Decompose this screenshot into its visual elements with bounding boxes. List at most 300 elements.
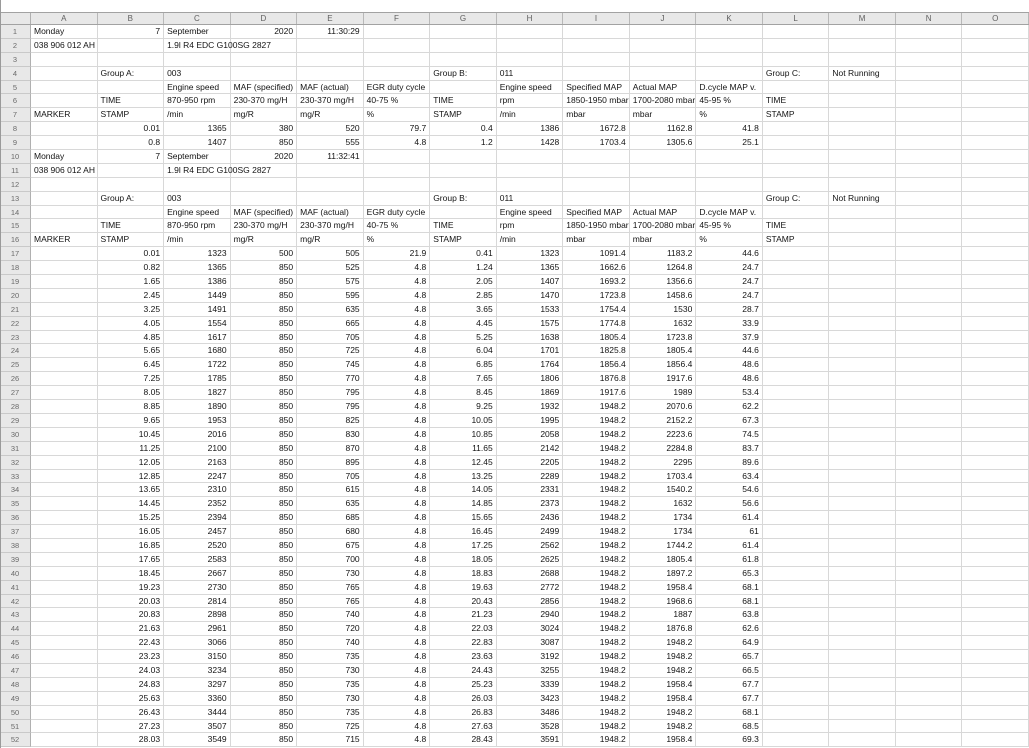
- cell-L45[interactable]: [763, 636, 830, 650]
- cell-F38[interactable]: 4.8: [364, 539, 431, 553]
- cell-M37[interactable]: [829, 525, 896, 539]
- cell-B44[interactable]: 21.63: [98, 622, 165, 636]
- row-header-41[interactable]: 41: [0, 581, 31, 595]
- cell-M35[interactable]: [829, 497, 896, 511]
- cell-G37[interactable]: 16.45: [430, 525, 497, 539]
- cell-N36[interactable]: [896, 511, 963, 525]
- cell-B50[interactable]: 26.43: [98, 706, 165, 720]
- cell-H3[interactable]: [497, 53, 564, 67]
- cell-L47[interactable]: [763, 664, 830, 678]
- cell-L43[interactable]: [763, 608, 830, 622]
- cell-I38[interactable]: 1948.2: [563, 539, 630, 553]
- cell-D15[interactable]: 230-370 mg/H: [231, 219, 298, 233]
- cell-F10[interactable]: [364, 150, 431, 164]
- cell-C36[interactable]: 2394: [164, 511, 231, 525]
- cell-J41[interactable]: 1958.4: [630, 581, 697, 595]
- cell-F19[interactable]: 4.8: [364, 275, 431, 289]
- cell-E43[interactable]: 740: [297, 608, 364, 622]
- cell-D36[interactable]: 850: [231, 511, 298, 525]
- cell-A29[interactable]: [31, 414, 98, 428]
- cell-C25[interactable]: 1722: [164, 358, 231, 372]
- cell-O52[interactable]: [962, 733, 1029, 747]
- cell-D47[interactable]: 850: [231, 664, 298, 678]
- row-header-39[interactable]: 39: [0, 553, 31, 567]
- cell-H15[interactable]: rpm: [497, 219, 564, 233]
- cell-M31[interactable]: [829, 442, 896, 456]
- cell-D28[interactable]: 850: [231, 400, 298, 414]
- cell-A21[interactable]: [31, 303, 98, 317]
- cell-E35[interactable]: 635: [297, 497, 364, 511]
- cell-I36[interactable]: 1948.2: [563, 511, 630, 525]
- cell-A18[interactable]: [31, 261, 98, 275]
- cell-C28[interactable]: 1890: [164, 400, 231, 414]
- cell-H18[interactable]: 1365: [497, 261, 564, 275]
- cell-I31[interactable]: 1948.2: [563, 442, 630, 456]
- row-header-31[interactable]: 31: [0, 442, 31, 456]
- cell-C16[interactable]: /min: [164, 233, 231, 247]
- cell-F34[interactable]: 4.8: [364, 483, 431, 497]
- cell-O7[interactable]: [962, 108, 1029, 122]
- cell-L33[interactable]: [763, 470, 830, 484]
- cell-F36[interactable]: 4.8: [364, 511, 431, 525]
- cell-I34[interactable]: 1948.2: [563, 483, 630, 497]
- cell-B2[interactable]: [98, 39, 165, 53]
- cell-K34[interactable]: 54.6: [696, 483, 763, 497]
- cell-C50[interactable]: 3444: [164, 706, 231, 720]
- cell-H50[interactable]: 3486: [497, 706, 564, 720]
- cell-F44[interactable]: 4.8: [364, 622, 431, 636]
- cell-I9[interactable]: 1703.4: [563, 136, 630, 150]
- cell-I42[interactable]: 1948.2: [563, 595, 630, 609]
- cell-I22[interactable]: 1774.8: [563, 317, 630, 331]
- cell-B14[interactable]: [98, 206, 165, 220]
- cell-D5[interactable]: MAF (specified): [231, 81, 298, 95]
- cell-G13[interactable]: Group B:: [430, 192, 497, 206]
- cell-N15[interactable]: [896, 219, 963, 233]
- cell-L34[interactable]: [763, 483, 830, 497]
- cell-N6[interactable]: [896, 94, 963, 108]
- cell-M50[interactable]: [829, 706, 896, 720]
- cell-G22[interactable]: 4.45: [430, 317, 497, 331]
- cell-M5[interactable]: [829, 81, 896, 95]
- cell-J23[interactable]: 1723.8: [630, 331, 697, 345]
- cell-D25[interactable]: 850: [231, 358, 298, 372]
- cell-H28[interactable]: 1932: [497, 400, 564, 414]
- cell-K13[interactable]: [696, 192, 763, 206]
- cell-M20[interactable]: [829, 289, 896, 303]
- cell-K21[interactable]: 28.7: [696, 303, 763, 317]
- cell-A32[interactable]: [31, 456, 98, 470]
- cell-A15[interactable]: [31, 219, 98, 233]
- cell-K24[interactable]: 44.6: [696, 344, 763, 358]
- cell-L35[interactable]: [763, 497, 830, 511]
- cell-L42[interactable]: [763, 595, 830, 609]
- cell-F32[interactable]: 4.8: [364, 456, 431, 470]
- cell-F52[interactable]: 4.8: [364, 733, 431, 747]
- cell-E19[interactable]: 575: [297, 275, 364, 289]
- cell-O12[interactable]: [962, 178, 1029, 192]
- column-header-C[interactable]: C: [164, 13, 231, 24]
- cell-I11[interactable]: [563, 164, 630, 178]
- cell-O1[interactable]: [962, 25, 1029, 39]
- cell-I17[interactable]: 1091.4: [563, 247, 630, 261]
- cell-H27[interactable]: 1869: [497, 386, 564, 400]
- cell-N9[interactable]: [896, 136, 963, 150]
- cell-F28[interactable]: 4.8: [364, 400, 431, 414]
- cell-E23[interactable]: 705: [297, 331, 364, 345]
- cell-E7[interactable]: mg/R: [297, 108, 364, 122]
- cell-D44[interactable]: 850: [231, 622, 298, 636]
- cell-D4[interactable]: [231, 67, 298, 81]
- cell-B19[interactable]: 1.65: [98, 275, 165, 289]
- row-header-14[interactable]: 14: [0, 206, 31, 220]
- cell-F2[interactable]: [364, 39, 431, 53]
- cell-L49[interactable]: [763, 692, 830, 706]
- cell-A48[interactable]: [31, 678, 98, 692]
- cell-O26[interactable]: [962, 372, 1029, 386]
- row-header-40[interactable]: 40: [0, 567, 31, 581]
- cell-G46[interactable]: 23.63: [430, 650, 497, 664]
- cell-I29[interactable]: 1948.2: [563, 414, 630, 428]
- cell-N29[interactable]: [896, 414, 963, 428]
- cell-H30[interactable]: 2058: [497, 428, 564, 442]
- cell-D48[interactable]: 850: [231, 678, 298, 692]
- row-header-12[interactable]: 12: [0, 178, 31, 192]
- cell-O44[interactable]: [962, 622, 1029, 636]
- cell-A52[interactable]: [31, 733, 98, 747]
- cell-E38[interactable]: 675: [297, 539, 364, 553]
- cell-H7[interactable]: /min: [497, 108, 564, 122]
- cell-K33[interactable]: 63.4: [696, 470, 763, 484]
- cell-D26[interactable]: 850: [231, 372, 298, 386]
- cell-F48[interactable]: 4.8: [364, 678, 431, 692]
- cell-A17[interactable]: [31, 247, 98, 261]
- cell-B41[interactable]: 19.23: [98, 581, 165, 595]
- cell-N52[interactable]: [896, 733, 963, 747]
- cell-O38[interactable]: [962, 539, 1029, 553]
- cell-I44[interactable]: 1948.2: [563, 622, 630, 636]
- cell-N37[interactable]: [896, 525, 963, 539]
- cell-C6[interactable]: 870-950 rpm: [164, 94, 231, 108]
- row-header-43[interactable]: 43: [0, 608, 31, 622]
- cell-J50[interactable]: 1948.2: [630, 706, 697, 720]
- cell-H9[interactable]: 1428: [497, 136, 564, 150]
- cell-L9[interactable]: [763, 136, 830, 150]
- cell-D51[interactable]: 850: [231, 720, 298, 734]
- cell-L10[interactable]: [763, 150, 830, 164]
- cell-E9[interactable]: 555: [297, 136, 364, 150]
- cell-M36[interactable]: [829, 511, 896, 525]
- cell-C10[interactable]: September: [164, 150, 231, 164]
- cell-A35[interactable]: [31, 497, 98, 511]
- cell-E27[interactable]: 795: [297, 386, 364, 400]
- cell-B26[interactable]: 7.25: [98, 372, 165, 386]
- column-header-E[interactable]: E: [297, 13, 364, 24]
- cell-O11[interactable]: [962, 164, 1029, 178]
- cell-N38[interactable]: [896, 539, 963, 553]
- cell-D46[interactable]: 850: [231, 650, 298, 664]
- cell-K23[interactable]: 37.9: [696, 331, 763, 345]
- cell-M18[interactable]: [829, 261, 896, 275]
- cell-L36[interactable]: [763, 511, 830, 525]
- cell-D13[interactable]: [231, 192, 298, 206]
- cell-N46[interactable]: [896, 650, 963, 664]
- row-header-46[interactable]: 46: [0, 650, 31, 664]
- cell-A24[interactable]: [31, 344, 98, 358]
- cell-E18[interactable]: 525: [297, 261, 364, 275]
- cell-I43[interactable]: 1948.2: [563, 608, 630, 622]
- row-header-29[interactable]: 29: [0, 414, 31, 428]
- cell-L15[interactable]: TIME: [763, 219, 830, 233]
- cell-H41[interactable]: 2772: [497, 581, 564, 595]
- cell-G20[interactable]: 2.85: [430, 289, 497, 303]
- cell-L7[interactable]: STAMP: [763, 108, 830, 122]
- cell-K51[interactable]: 68.5: [696, 720, 763, 734]
- cell-K31[interactable]: 83.7: [696, 442, 763, 456]
- row-header-38[interactable]: 38: [0, 539, 31, 553]
- cell-G10[interactable]: [430, 150, 497, 164]
- cell-L32[interactable]: [763, 456, 830, 470]
- cell-G9[interactable]: 1.2: [430, 136, 497, 150]
- cell-B31[interactable]: 11.25: [98, 442, 165, 456]
- cell-M9[interactable]: [829, 136, 896, 150]
- cell-F25[interactable]: 4.8: [364, 358, 431, 372]
- cell-A46[interactable]: [31, 650, 98, 664]
- cell-J18[interactable]: 1264.8: [630, 261, 697, 275]
- cell-J49[interactable]: 1958.4: [630, 692, 697, 706]
- cell-M13[interactable]: Not Running: [829, 192, 896, 206]
- cell-E13[interactable]: [297, 192, 364, 206]
- cell-A39[interactable]: [31, 553, 98, 567]
- cell-I46[interactable]: 1948.2: [563, 650, 630, 664]
- cell-G28[interactable]: 9.25: [430, 400, 497, 414]
- cell-I16[interactable]: mbar: [563, 233, 630, 247]
- cell-C23[interactable]: 1617: [164, 331, 231, 345]
- cell-D12[interactable]: [231, 178, 298, 192]
- cell-O29[interactable]: [962, 414, 1029, 428]
- cell-E3[interactable]: [297, 53, 364, 67]
- cell-O33[interactable]: [962, 470, 1029, 484]
- cell-M19[interactable]: [829, 275, 896, 289]
- row-header-9[interactable]: 9: [0, 136, 31, 150]
- cell-E39[interactable]: 700: [297, 553, 364, 567]
- cell-G40[interactable]: 18.83: [430, 567, 497, 581]
- cell-J16[interactable]: mbar: [630, 233, 697, 247]
- cell-O6[interactable]: [962, 94, 1029, 108]
- cell-O45[interactable]: [962, 636, 1029, 650]
- cell-M23[interactable]: [829, 331, 896, 345]
- cell-D52[interactable]: 850: [231, 733, 298, 747]
- cell-D41[interactable]: 850: [231, 581, 298, 595]
- row-header-11[interactable]: 11: [0, 164, 31, 178]
- cell-H37[interactable]: 2499: [497, 525, 564, 539]
- cell-D10[interactable]: 2020: [231, 150, 298, 164]
- cell-E12[interactable]: [297, 178, 364, 192]
- cell-I18[interactable]: 1662.6: [563, 261, 630, 275]
- cell-B39[interactable]: 17.65: [98, 553, 165, 567]
- cell-B36[interactable]: 15.25: [98, 511, 165, 525]
- cell-J13[interactable]: [630, 192, 697, 206]
- cell-N23[interactable]: [896, 331, 963, 345]
- cell-J11[interactable]: [630, 164, 697, 178]
- cell-J38[interactable]: 1744.2: [630, 539, 697, 553]
- cell-A23[interactable]: [31, 331, 98, 345]
- cell-K1[interactable]: [696, 25, 763, 39]
- cell-H26[interactable]: 1806: [497, 372, 564, 386]
- cell-B15[interactable]: TIME: [98, 219, 165, 233]
- cell-C39[interactable]: 2583: [164, 553, 231, 567]
- cell-O27[interactable]: [962, 386, 1029, 400]
- cell-D3[interactable]: [231, 53, 298, 67]
- cell-G50[interactable]: 26.83: [430, 706, 497, 720]
- row-header-32[interactable]: 32: [0, 456, 31, 470]
- cell-E6[interactable]: 230-370 mg/H: [297, 94, 364, 108]
- cell-I49[interactable]: 1948.2: [563, 692, 630, 706]
- cell-O13[interactable]: [962, 192, 1029, 206]
- cell-H12[interactable]: [497, 178, 564, 192]
- cell-N32[interactable]: [896, 456, 963, 470]
- cell-F46[interactable]: 4.8: [364, 650, 431, 664]
- cell-D6[interactable]: 230-370 mg/H: [231, 94, 298, 108]
- cell-N1[interactable]: [896, 25, 963, 39]
- cell-B25[interactable]: 6.45: [98, 358, 165, 372]
- cell-E47[interactable]: 730: [297, 664, 364, 678]
- cell-B48[interactable]: 24.83: [98, 678, 165, 692]
- cell-C5[interactable]: Engine speed: [164, 81, 231, 95]
- cell-G1[interactable]: [430, 25, 497, 39]
- cell-G44[interactable]: 22.03: [430, 622, 497, 636]
- cell-O51[interactable]: [962, 720, 1029, 734]
- cell-N47[interactable]: [896, 664, 963, 678]
- cell-B45[interactable]: 22.43: [98, 636, 165, 650]
- cell-I5[interactable]: Specified MAP: [563, 81, 630, 95]
- cell-H6[interactable]: rpm: [497, 94, 564, 108]
- cell-E36[interactable]: 685: [297, 511, 364, 525]
- cell-L51[interactable]: [763, 720, 830, 734]
- column-header-D[interactable]: D: [231, 13, 298, 24]
- row-header-17[interactable]: 17: [0, 247, 31, 261]
- cell-B9[interactable]: 0.8: [98, 136, 165, 150]
- row-header-34[interactable]: 34: [0, 483, 31, 497]
- cell-O50[interactable]: [962, 706, 1029, 720]
- cell-D27[interactable]: 850: [231, 386, 298, 400]
- cell-C15[interactable]: 870-950 rpm: [164, 219, 231, 233]
- column-header-F[interactable]: F: [364, 13, 431, 24]
- cell-M33[interactable]: [829, 470, 896, 484]
- cell-G30[interactable]: 10.85: [430, 428, 497, 442]
- cell-M15[interactable]: [829, 219, 896, 233]
- cell-O41[interactable]: [962, 581, 1029, 595]
- cell-B37[interactable]: 16.05: [98, 525, 165, 539]
- cell-M21[interactable]: [829, 303, 896, 317]
- cell-K12[interactable]: [696, 178, 763, 192]
- cell-I50[interactable]: 1948.2: [563, 706, 630, 720]
- cell-H42[interactable]: 2856: [497, 595, 564, 609]
- cell-L37[interactable]: [763, 525, 830, 539]
- cell-E50[interactable]: 735: [297, 706, 364, 720]
- cell-F18[interactable]: 4.8: [364, 261, 431, 275]
- cell-E49[interactable]: 730: [297, 692, 364, 706]
- cell-J39[interactable]: 1805.4: [630, 553, 697, 567]
- cell-K32[interactable]: 89.6: [696, 456, 763, 470]
- cell-D20[interactable]: 850: [231, 289, 298, 303]
- cell-E26[interactable]: 770: [297, 372, 364, 386]
- cell-A12[interactable]: [31, 178, 98, 192]
- cell-I15[interactable]: 1850-1950 mbar: [563, 219, 630, 233]
- cell-O43[interactable]: [962, 608, 1029, 622]
- cell-J30[interactable]: 2223.6: [630, 428, 697, 442]
- column-header-N[interactable]: N: [896, 13, 963, 24]
- cell-J21[interactable]: 1530: [630, 303, 697, 317]
- cell-L24[interactable]: [763, 344, 830, 358]
- cell-O9[interactable]: [962, 136, 1029, 150]
- cell-C44[interactable]: 2961: [164, 622, 231, 636]
- cell-J15[interactable]: 1700-2080 mbar: [630, 219, 697, 233]
- row-header-22[interactable]: 22: [0, 317, 31, 331]
- cell-N4[interactable]: [896, 67, 963, 81]
- cell-L3[interactable]: [763, 53, 830, 67]
- cell-O19[interactable]: [962, 275, 1029, 289]
- cell-I37[interactable]: 1948.2: [563, 525, 630, 539]
- cell-G39[interactable]: 18.05: [430, 553, 497, 567]
- row-header-18[interactable]: 18: [0, 261, 31, 275]
- cell-N35[interactable]: [896, 497, 963, 511]
- cell-H19[interactable]: 1407: [497, 275, 564, 289]
- cell-B21[interactable]: 3.25: [98, 303, 165, 317]
- cell-G14[interactable]: [430, 206, 497, 220]
- cell-L30[interactable]: [763, 428, 830, 442]
- cell-E25[interactable]: 745: [297, 358, 364, 372]
- cell-C17[interactable]: 1323: [164, 247, 231, 261]
- cell-I32[interactable]: 1948.2: [563, 456, 630, 470]
- cell-K29[interactable]: 67.3: [696, 414, 763, 428]
- cell-J34[interactable]: 1540.2: [630, 483, 697, 497]
- cell-D50[interactable]: 850: [231, 706, 298, 720]
- cell-M17[interactable]: [829, 247, 896, 261]
- cell-A5[interactable]: [31, 81, 98, 95]
- cell-D17[interactable]: 500: [231, 247, 298, 261]
- row-header-28[interactable]: 28: [0, 400, 31, 414]
- cell-I28[interactable]: 1948.2: [563, 400, 630, 414]
- cell-F30[interactable]: 4.8: [364, 428, 431, 442]
- cell-J44[interactable]: 1876.8: [630, 622, 697, 636]
- cell-O34[interactable]: [962, 483, 1029, 497]
- cell-A25[interactable]: [31, 358, 98, 372]
- cell-E4[interactable]: [297, 67, 364, 81]
- cell-N40[interactable]: [896, 567, 963, 581]
- cell-H13[interactable]: 011: [497, 192, 564, 206]
- cell-O14[interactable]: [962, 206, 1029, 220]
- cell-B8[interactable]: 0.01: [98, 122, 165, 136]
- cell-H21[interactable]: 1533: [497, 303, 564, 317]
- cell-J17[interactable]: 1183.2: [630, 247, 697, 261]
- cell-H43[interactable]: 2940: [497, 608, 564, 622]
- cell-H31[interactable]: 2142: [497, 442, 564, 456]
- cell-B17[interactable]: 0.01: [98, 247, 165, 261]
- cell-B13[interactable]: Group A:: [98, 192, 165, 206]
- row-header-1[interactable]: 1: [0, 25, 31, 39]
- cell-F4[interactable]: [364, 67, 431, 81]
- cell-E31[interactable]: 870: [297, 442, 364, 456]
- cell-K16[interactable]: %: [696, 233, 763, 247]
- cell-G7[interactable]: STAMP: [430, 108, 497, 122]
- cell-O2[interactable]: [962, 39, 1029, 53]
- row-header-4[interactable]: 4: [0, 67, 31, 81]
- cell-B47[interactable]: 24.03: [98, 664, 165, 678]
- cell-I2[interactable]: [563, 39, 630, 53]
- cell-H35[interactable]: 2373: [497, 497, 564, 511]
- cell-K44[interactable]: 62.6: [696, 622, 763, 636]
